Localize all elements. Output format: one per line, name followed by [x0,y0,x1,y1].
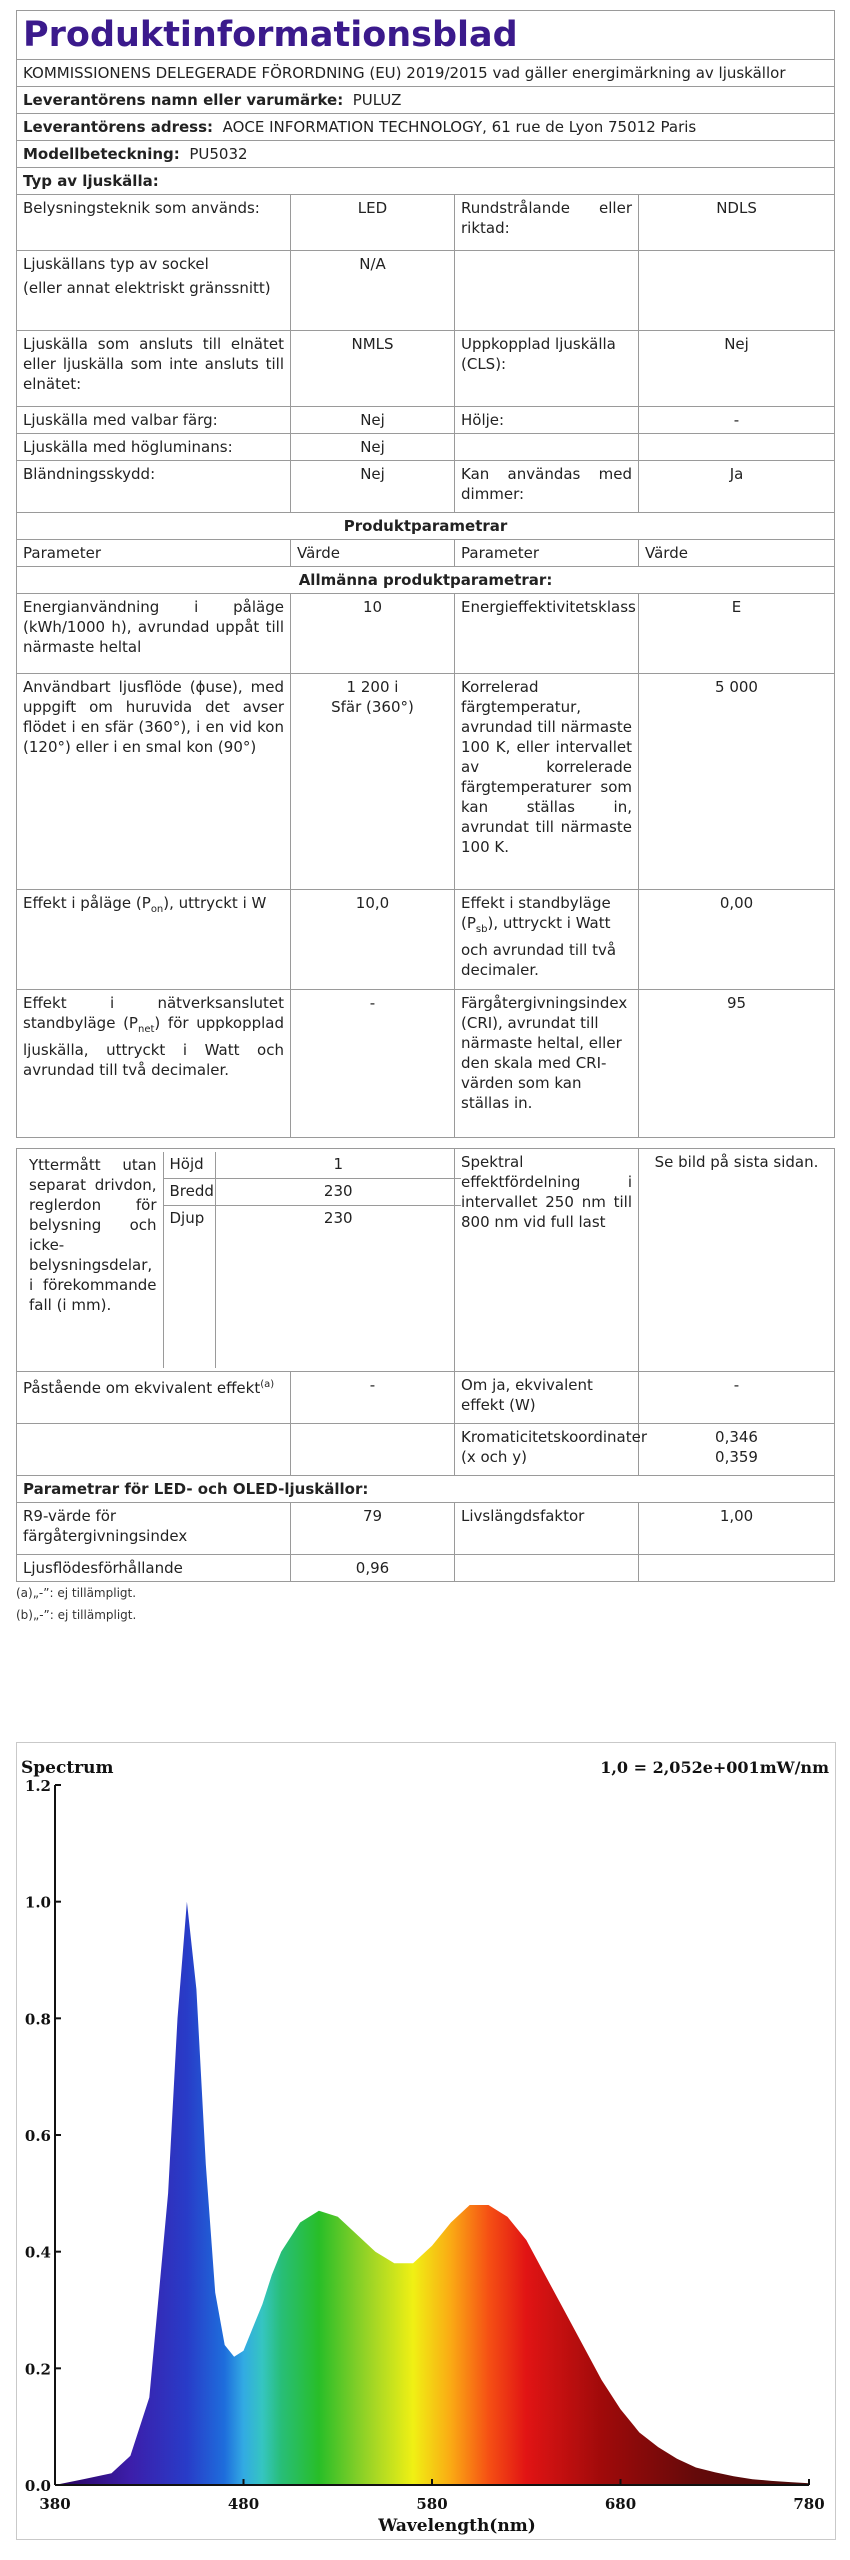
model-row [17,141,835,168]
dimmer-value: Ja [639,461,835,513]
chart-title: Spectrum [21,1758,114,1778]
survival-factor-label: Livslängdsfaktor [455,1503,639,1555]
spd-value: Se bild på sista sidan. [639,1149,835,1372]
model-value: PU5032 [189,145,248,163]
socket-label [17,251,291,331]
cct-value: 5 000 [639,674,835,890]
flux-ratio-label: Ljusflödesförhållande [17,1555,291,1582]
height-value: 1 [215,1152,461,1179]
luminous-flux-value [291,674,455,890]
dimensions-label: Yttermått utan separat drivdon, reglerdon för belysning och icke-belysningsdelar, i förekommande fall (i mm). [23,1152,163,1368]
y-tick-label: 0.0 [24,2477,51,2495]
y-tick-label: 1.2 [24,1777,51,1795]
r9-label: R9-värde för färgåtergivningsindex [17,1503,291,1555]
chromaticity-y: 0,359 [715,1448,758,1466]
dimmer-label: Kan användas med dimmer: [455,461,639,513]
info-table [16,10,835,1582]
chromaticity-x: 0,346 [715,1428,758,1446]
page-title: Produktinformationsblad [17,11,835,60]
cls-label: Uppkopplad ljuskälla (CLS): [455,331,639,407]
cct-label: Korrelerad färgtemperatur, avrundad till närmaste 100 K, eller intervallet av korrelerade färgtemperaturer som kan ställas in, avrundat till närmaste 100 K. [455,674,639,890]
dimensions-cell [17,1149,455,1372]
luminous-flux-value-line1: 1 200 i [346,678,399,696]
footnote-b: (b)„-”: ej tillämpligt. [16,1608,137,1622]
spectrum-area [55,1902,809,2485]
col-value-2: Värde [639,540,835,567]
width-label: Bredd [163,1179,215,1206]
supplier-label: Leverantörens namn eller varumärke: [23,91,344,109]
envelope-value: - [639,407,835,434]
socket-value: N/A [291,251,455,331]
standby-power-label: Effekt i standbyläge $(P_{sb})$, uttryckt i Watt och avrundad till två decimaler. [455,890,639,990]
direction-label: Rundstrålande eller riktad: [455,195,639,251]
mains-label: Ljuskälla som ansluts till elnätet eller ljuskälla som inte ansluts till elnätet: [17,331,291,407]
cri-label: Färgåtergivningsindex (CRI), avrundat till närmaste heltal, eller den skala med CRI-värden som kan ställas in. [455,990,639,1138]
regulation-text: KOMMISSIONENS DELEGERADE FÖRORDNING (EU) 2019/2015 vad gäller energimärkning av ljuskällor [17,60,835,87]
r9-value: 79 [291,1503,455,1555]
tech-value: LED [291,195,455,251]
supplier-row [17,87,835,114]
equivalent-power-claim-value: - [291,1372,455,1424]
survival-factor-value: 1,00 [639,1503,835,1555]
address-row [17,114,835,141]
led-params-heading: Parametrar för LED- och OLED-ljuskällor: [17,1476,835,1503]
x-tick-label: 680 [604,2495,637,2513]
y-tick-label: 0.4 [24,2243,51,2262]
depth-value: 230 [323,1209,353,1227]
network-standby-label: Effekt i nätverksanslutet standbyläge $(P_{net})$ för uppkopplad ljuskälla, uttryckt i Watt och avrundad till två decimaler. [17,990,291,1138]
on-mode-power-label: Effekt i påläge $(P_{on})$, uttryckt i W [17,890,291,990]
standby-power-value: 0,00 [639,890,835,990]
glare-value: Nej [291,461,455,513]
y-tick-label: 0.2 [24,2360,51,2379]
x-tick-label: 380 [39,2495,71,2513]
mains-value: NMLS [291,331,455,407]
flux-ratio-value: 0,96 [291,1555,455,1582]
chromaticity-label: Kromaticitetskoordinater (x och y) [455,1424,639,1476]
general-params-heading: Allmänna produktparametrar: [17,567,835,594]
energy-label: Energianvändning i påläge (kWh/1000 h), avrundad uppåt till närmaste heltal [17,594,291,674]
model-label: Modellbeteckning: [23,145,180,163]
tech-label: Belysningsteknik som används: [17,195,291,251]
luminous-flux-value-line2: Sfär (360°) [331,698,414,716]
color-label: Ljuskälla med valbar färg: [17,407,291,434]
col-parameter-1: Parameter [17,540,291,567]
cls-value: Nej [639,331,835,407]
chromaticity-value [639,1424,835,1476]
equivalent-power-label: Om ja, ekvivalent effekt (W) [455,1372,639,1424]
height-label: Höjd [163,1152,215,1179]
equivalent-power-value: - [639,1372,835,1424]
y-tick-label: 0.6 [24,2127,51,2145]
product-information-sheet [16,10,834,1626]
depth-label: Djup [163,1206,215,1233]
width-value: 230 [215,1179,461,1206]
high-luminance-value: Nej [291,434,455,461]
footnote-a: (a)„-”: ej tillämpligt. [16,1586,137,1600]
x-axis-label: Wavelength(nm) [378,2516,536,2536]
x-tick-label: 580 [416,2495,448,2513]
energy-value: 10 [291,594,455,674]
address-label: Leverantörens adress: [23,118,214,136]
product-params-heading: Produktparametrar [17,513,835,540]
on-mode-power-value: 10,0 [291,890,455,990]
high-luminance-label: Ljuskälla med högluminans: [17,434,291,461]
energy-class-value: E [639,594,835,674]
equivalent-power-claim-label: Påstående om ekvivalent effekt$^{(a)}$ [17,1372,291,1424]
spectrum-chart [16,1742,836,2540]
cri-value: 95 [639,990,835,1138]
network-standby-value: - [291,990,455,1138]
address-value: AOCE INFORMATION TECHNOLOGY, 61 rue de Lyon 75012 Paris [222,118,697,136]
type-heading: Typ av ljuskälla: [17,168,835,195]
scale-note: 1,0 = 2,052e+001mW/nm [600,1758,829,1777]
x-tick-label: 780 [793,2495,825,2513]
socket-label-line1: Ljuskällans typ av sockel [23,255,209,273]
y-tick-label: 1.0 [24,1893,51,1912]
energy-class-label: Energieffektivitetsklass [455,594,639,674]
x-tick-label: 480 [227,2495,260,2513]
socket-label-line2: (eller annat elektriskt gränssnitt) [23,279,271,297]
luminous-flux-label: Användbart ljusflöde (ϕuse), med uppgift om huruvida det avser flödet i en sfär (360°), i en vid kon (120°) eller i en smal kon (90°) [17,674,291,890]
col-parameter-2: Parameter [455,540,639,567]
supplier-value: PULUZ [352,91,402,109]
col-value-1: Värde [291,540,455,567]
envelope-label: Hölje: [455,407,639,434]
spd-label: Spektral effektfördelning i intervallet 250 nm till 800 nm vid full last [455,1149,639,1372]
glare-label: Bländningsskydd: [17,461,291,513]
direction-value: NDLS [639,195,835,251]
y-tick-label: 0.8 [24,2010,51,2029]
spectrum-svg [17,1743,835,2539]
color-value: Nej [291,407,455,434]
